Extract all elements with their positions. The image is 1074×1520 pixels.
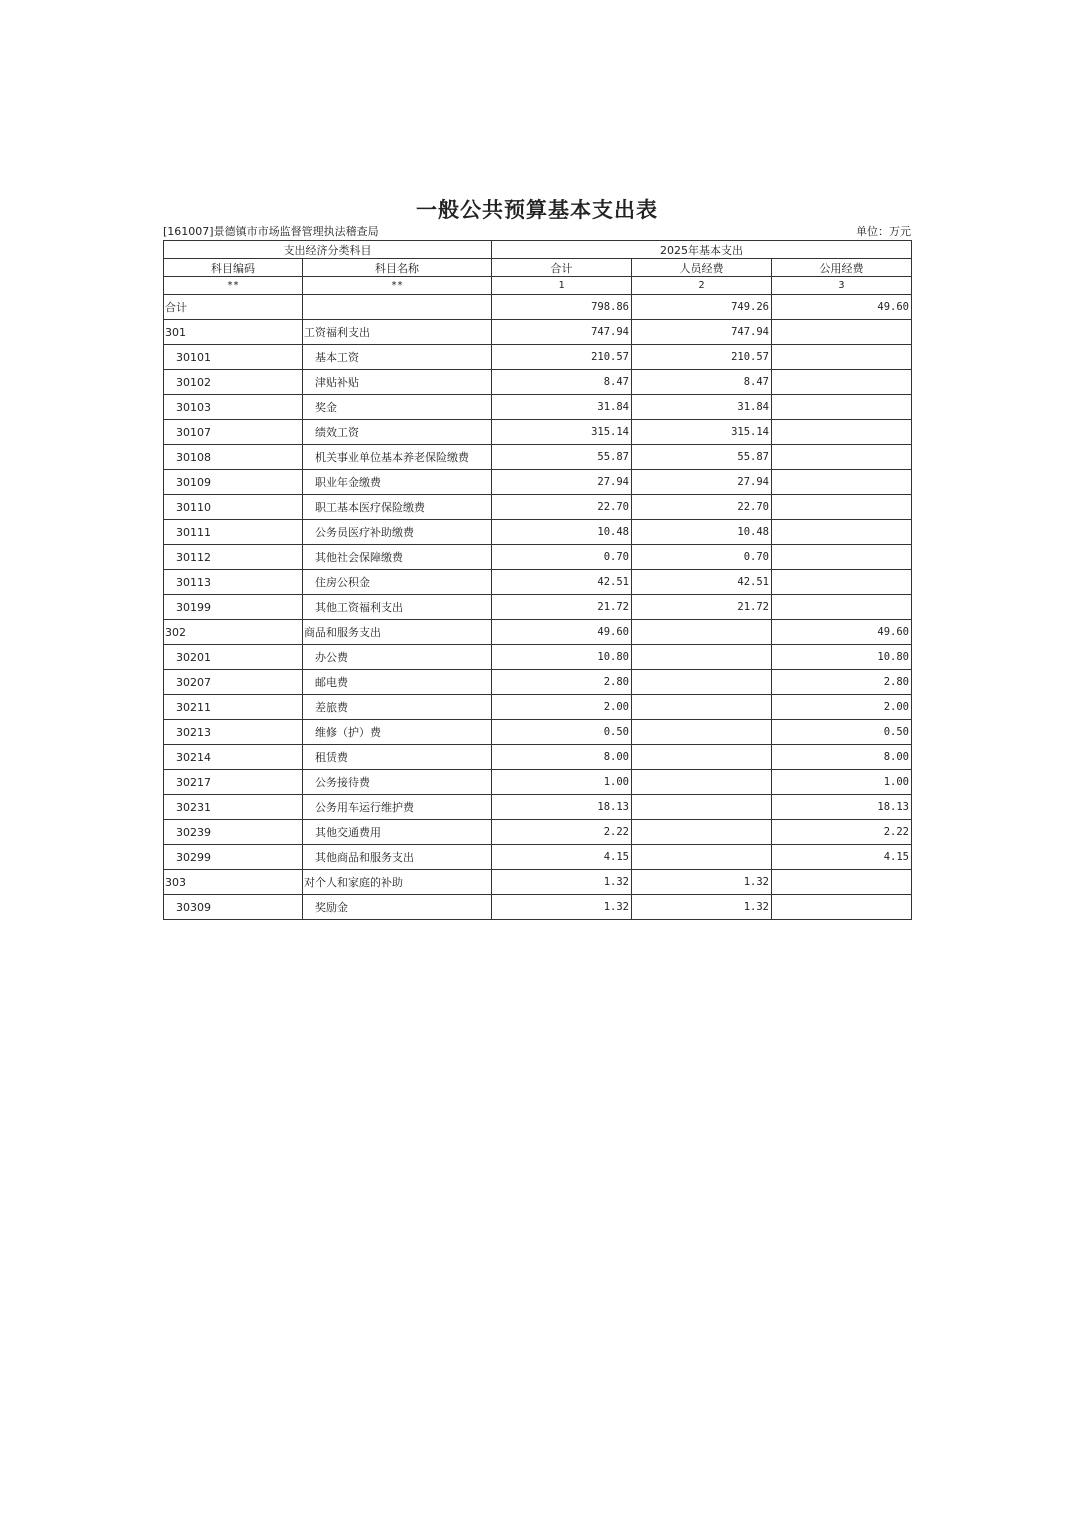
row-total: 1.32 — [492, 870, 632, 895]
header-name: 科目名称 — [303, 259, 492, 277]
row-total: 22.70 — [492, 495, 632, 520]
document-title: 一般公共预算基本支出表 — [416, 197, 658, 222]
row-name: 维修（护）费 — [303, 720, 492, 745]
table-row — [164, 370, 912, 395]
row-total: 210.57 — [492, 345, 632, 370]
row-public — [772, 520, 912, 545]
row-total: 1.00 — [492, 770, 632, 795]
row-total: 1.32 — [492, 895, 632, 920]
row-total: 798.86 — [492, 295, 632, 320]
row-code: 302 — [164, 620, 303, 645]
row-public: 8.00 — [772, 745, 912, 770]
row-personnel — [632, 645, 772, 670]
table-row — [164, 295, 912, 320]
table-body — [164, 295, 912, 920]
header-code: 科目编码 — [164, 259, 303, 277]
row-personnel: 0.70 — [632, 545, 772, 570]
organization-label: [161007]景德镇市市场监督管理执法稽查局 — [163, 225, 379, 238]
table-row — [164, 520, 912, 545]
row-public: 4.15 — [772, 845, 912, 870]
row-total: 18.13 — [492, 795, 632, 820]
row-name: 邮电费 — [303, 670, 492, 695]
table-row — [164, 495, 912, 520]
index-personnel: 2 — [632, 277, 772, 295]
row-public — [772, 420, 912, 445]
row-personnel — [632, 695, 772, 720]
row-public — [772, 395, 912, 420]
row-personnel: 22.70 — [632, 495, 772, 520]
row-public — [772, 345, 912, 370]
table-row — [164, 770, 912, 795]
row-code: 30211 — [164, 695, 303, 720]
row-personnel — [632, 845, 772, 870]
table-row — [164, 795, 912, 820]
row-personnel: 55.87 — [632, 445, 772, 470]
row-code: 30101 — [164, 345, 303, 370]
expenditure-table — [163, 240, 912, 920]
index-name: ** — [303, 277, 492, 295]
row-code: 30113 — [164, 570, 303, 595]
row-public — [772, 445, 912, 470]
row-personnel: 10.48 — [632, 520, 772, 545]
row-code: 30110 — [164, 495, 303, 520]
row-public: 10.80 — [772, 645, 912, 670]
row-total: 42.51 — [492, 570, 632, 595]
row-total: 315.14 — [492, 420, 632, 445]
row-name: 公务用车运行维护费 — [303, 795, 492, 820]
row-name: 奖金 — [303, 395, 492, 420]
row-public — [772, 320, 912, 345]
row-name: 奖励金 — [303, 895, 492, 920]
row-total: 2.22 — [492, 820, 632, 845]
row-name: 其他工资福利支出 — [303, 595, 492, 620]
table-row — [164, 820, 912, 845]
row-total: 2.00 — [492, 695, 632, 720]
row-code: 30217 — [164, 770, 303, 795]
meta-line — [163, 224, 911, 240]
row-code: 30199 — [164, 595, 303, 620]
row-personnel: 21.72 — [632, 595, 772, 620]
table-row — [164, 620, 912, 645]
row-code: 30239 — [164, 820, 303, 845]
header-group-row — [164, 241, 912, 259]
table-row — [164, 845, 912, 870]
row-name: 绩效工资 — [303, 420, 492, 445]
row-public: 49.60 — [772, 620, 912, 645]
unit-label: 单位：万元 — [856, 225, 911, 238]
row-personnel: 747.94 — [632, 320, 772, 345]
row-public — [772, 370, 912, 395]
table-row — [164, 345, 912, 370]
row-personnel: 27.94 — [632, 470, 772, 495]
row-code: 30112 — [164, 545, 303, 570]
row-total: 8.47 — [492, 370, 632, 395]
row-personnel: 1.32 — [632, 895, 772, 920]
row-public: 2.22 — [772, 820, 912, 845]
row-name: 津贴补贴 — [303, 370, 492, 395]
row-name: 其他商品和服务支出 — [303, 845, 492, 870]
index-total: 1 — [492, 277, 632, 295]
row-code: 30107 — [164, 420, 303, 445]
table-row — [164, 320, 912, 345]
row-personnel — [632, 745, 772, 770]
row-public — [772, 895, 912, 920]
row-public: 2.80 — [772, 670, 912, 695]
row-name: 公务接待费 — [303, 770, 492, 795]
index-public: 3 — [772, 277, 912, 295]
row-code: 303 — [164, 870, 303, 895]
row-total: 0.50 — [492, 720, 632, 745]
table-row — [164, 445, 912, 470]
table-row — [164, 895, 912, 920]
row-code: 30299 — [164, 845, 303, 870]
row-name — [303, 295, 492, 320]
row-personnel: 31.84 — [632, 395, 772, 420]
row-code: 30102 — [164, 370, 303, 395]
table-row — [164, 395, 912, 420]
row-name: 职业年金缴费 — [303, 470, 492, 495]
row-personnel — [632, 820, 772, 845]
row-name: 商品和服务支出 — [303, 620, 492, 645]
table-row — [164, 645, 912, 670]
table-row — [164, 720, 912, 745]
row-code: 合计 — [164, 295, 303, 320]
header-economic-classification: 支出经济分类科目 — [164, 241, 492, 259]
row-code: 30213 — [164, 720, 303, 745]
row-total: 49.60 — [492, 620, 632, 645]
row-personnel: 210.57 — [632, 345, 772, 370]
row-total: 27.94 — [492, 470, 632, 495]
row-name: 其他交通费用 — [303, 820, 492, 845]
row-name: 对个人和家庭的补助 — [303, 870, 492, 895]
row-total: 10.80 — [492, 645, 632, 670]
header-personnel: 人员经费 — [632, 259, 772, 277]
header-column-row — [164, 259, 912, 277]
row-code: 30108 — [164, 445, 303, 470]
row-code: 30109 — [164, 470, 303, 495]
row-code: 30231 — [164, 795, 303, 820]
header-total: 合计 — [492, 259, 632, 277]
row-personnel: 315.14 — [632, 420, 772, 445]
row-code: 30111 — [164, 520, 303, 545]
row-personnel: 1.32 — [632, 870, 772, 895]
table-row — [164, 570, 912, 595]
row-code: 30207 — [164, 670, 303, 695]
row-total: 21.72 — [492, 595, 632, 620]
index-code: ** — [164, 277, 303, 295]
row-name: 机关事业单位基本养老保险缴费 — [303, 445, 492, 470]
header-public: 公用经费 — [772, 259, 912, 277]
row-personnel — [632, 720, 772, 745]
row-name: 职工基本医疗保险缴费 — [303, 495, 492, 520]
row-personnel — [632, 770, 772, 795]
row-public — [772, 470, 912, 495]
row-name: 基本工资 — [303, 345, 492, 370]
row-public — [772, 870, 912, 895]
row-public: 1.00 — [772, 770, 912, 795]
row-total: 0.70 — [492, 545, 632, 570]
row-personnel — [632, 795, 772, 820]
table-row — [164, 545, 912, 570]
table-row — [164, 670, 912, 695]
row-name: 住房公积金 — [303, 570, 492, 595]
row-total: 2.80 — [492, 670, 632, 695]
table-row — [164, 745, 912, 770]
row-public: 0.50 — [772, 720, 912, 745]
row-code: 301 — [164, 320, 303, 345]
row-name: 工资福利支出 — [303, 320, 492, 345]
row-total: 31.84 — [492, 395, 632, 420]
row-public — [772, 495, 912, 520]
row-name: 办公费 — [303, 645, 492, 670]
row-personnel: 8.47 — [632, 370, 772, 395]
table-row — [164, 470, 912, 495]
table-row — [164, 420, 912, 445]
row-code: 30309 — [164, 895, 303, 920]
row-total: 55.87 — [492, 445, 632, 470]
row-name: 差旅费 — [303, 695, 492, 720]
row-public: 49.60 — [772, 295, 912, 320]
table-row — [164, 695, 912, 720]
row-personnel — [632, 620, 772, 645]
row-code: 30214 — [164, 745, 303, 770]
row-name: 租赁费 — [303, 745, 492, 770]
row-public — [772, 545, 912, 570]
row-total: 4.15 — [492, 845, 632, 870]
budget-sheet — [163, 196, 911, 920]
table-row — [164, 870, 912, 895]
row-personnel: 42.51 — [632, 570, 772, 595]
row-code: 30103 — [164, 395, 303, 420]
row-public: 18.13 — [772, 795, 912, 820]
row-total: 747.94 — [492, 320, 632, 345]
row-code: 30201 — [164, 645, 303, 670]
row-total: 8.00 — [492, 745, 632, 770]
row-personnel: 749.26 — [632, 295, 772, 320]
row-personnel — [632, 670, 772, 695]
row-public — [772, 595, 912, 620]
row-total: 10.48 — [492, 520, 632, 545]
row-public — [772, 570, 912, 595]
table-row — [164, 595, 912, 620]
row-name: 公务员医疗补助缴费 — [303, 520, 492, 545]
row-public: 2.00 — [772, 695, 912, 720]
header-index-row — [164, 277, 912, 295]
header-basic-expenditure: 2025年基本支出 — [492, 241, 912, 259]
row-name: 其他社会保障缴费 — [303, 545, 492, 570]
